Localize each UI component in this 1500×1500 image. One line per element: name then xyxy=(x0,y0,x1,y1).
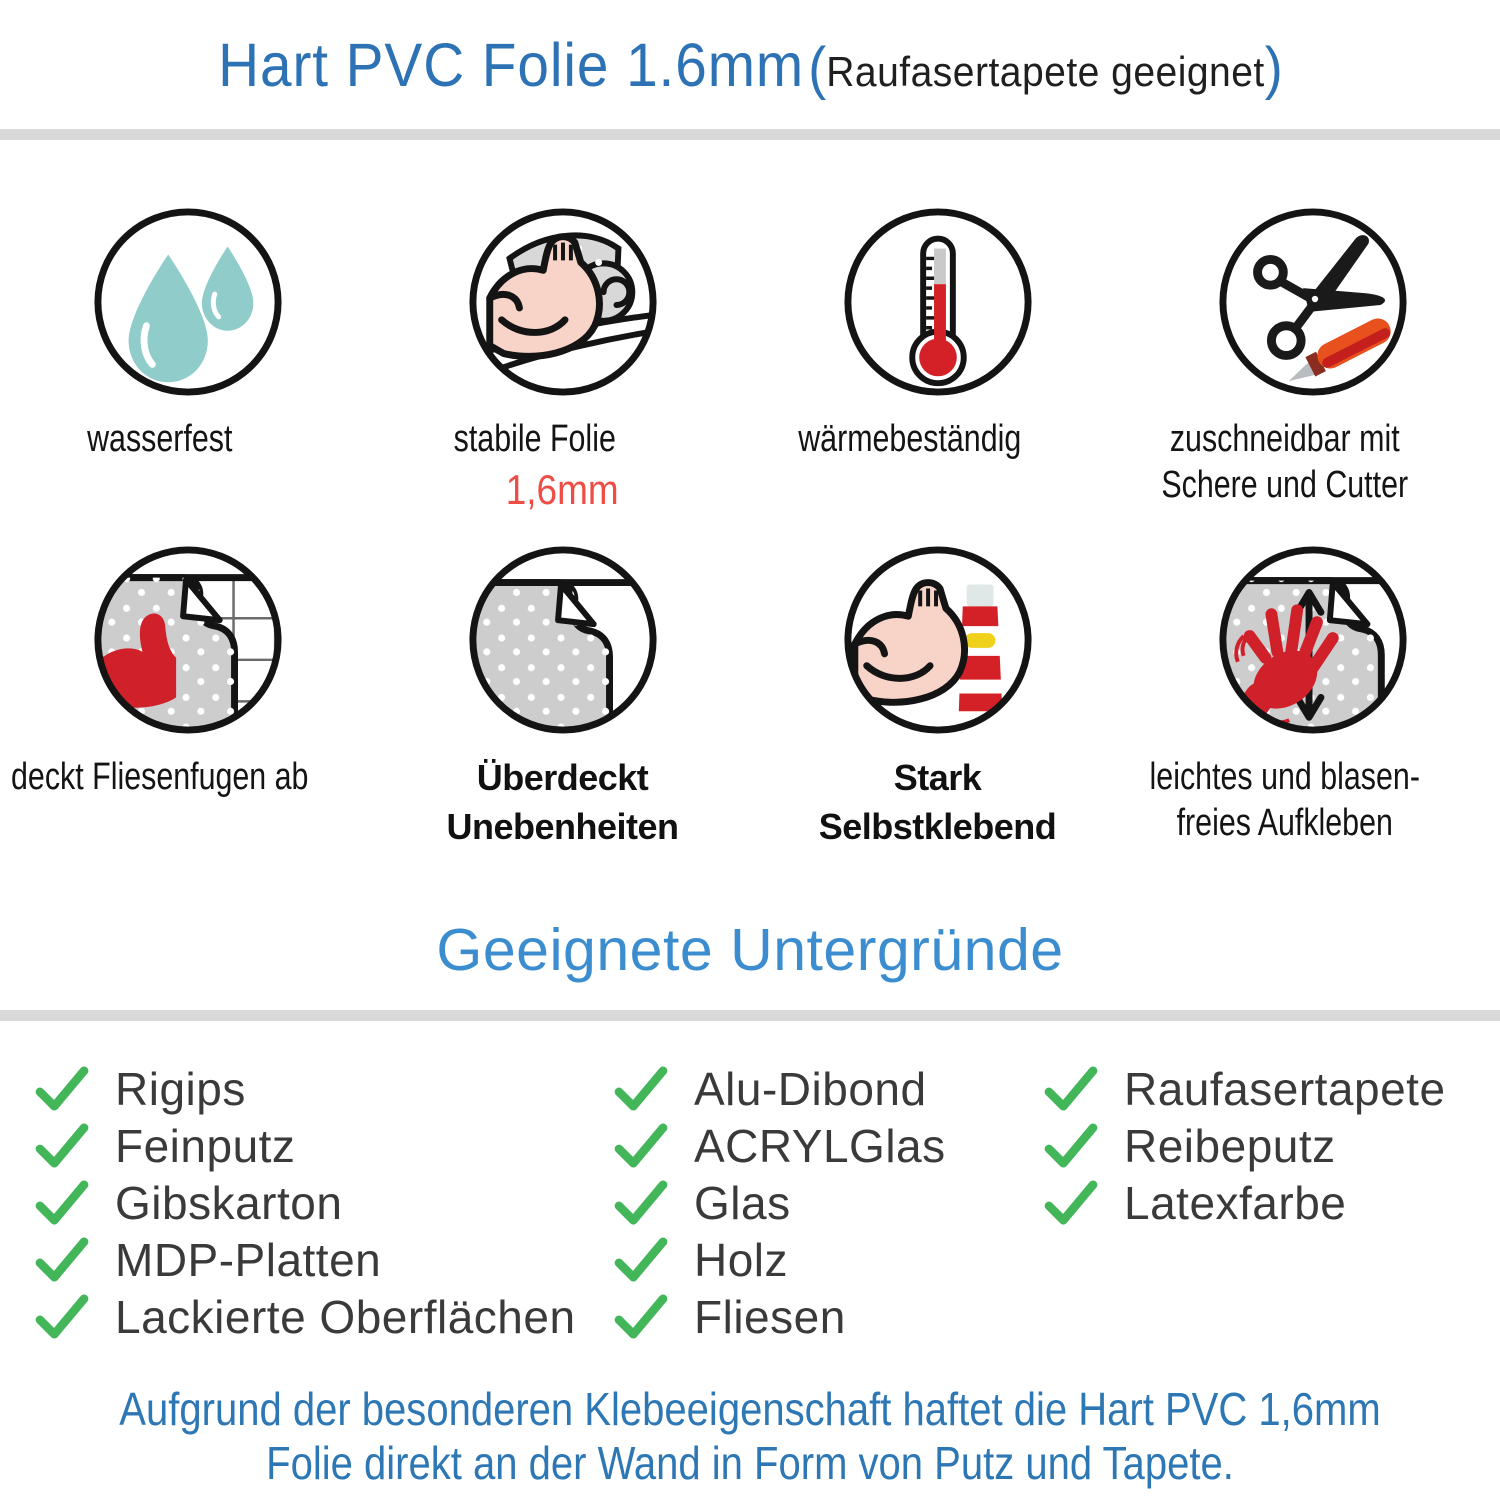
feature-label: Stark Selbstklebend xyxy=(818,757,1057,847)
list-item: Feinputz xyxy=(33,1117,576,1174)
substrates-heading: Geeignete Untergründe xyxy=(436,917,1064,983)
checkmark-icon xyxy=(612,1066,670,1112)
thermometer-icon xyxy=(839,203,1037,401)
list-item: Gibskarton xyxy=(33,1174,576,1231)
thickness-value: 1,6mm xyxy=(506,466,619,514)
footer-note xyxy=(0,1383,1500,1491)
thumb-tiles-icon xyxy=(89,541,287,739)
feature-covers-unevenness xyxy=(375,541,750,851)
list-item: Lackierte Oberflächen xyxy=(33,1288,576,1345)
list-item: Glas xyxy=(612,1174,946,1231)
substrates-column-3 xyxy=(1042,1060,1446,1231)
list-item: MDP-Platten xyxy=(33,1231,576,1288)
divider-substrates xyxy=(0,1010,1500,1021)
checkmark-icon xyxy=(33,1123,91,1169)
feature-covers-tile-joints xyxy=(0,541,375,851)
feature-self-adhesive xyxy=(750,541,1125,851)
list-item: Holz xyxy=(612,1231,946,1288)
substrates-column-2 xyxy=(612,1060,946,1345)
title-paren-open: ( xyxy=(807,36,826,101)
feature-label: Überdeckt Unebenheiten xyxy=(446,757,679,847)
list-item: ACRYLGlas xyxy=(612,1117,946,1174)
feature-label: deckt Fliesenfugen ab xyxy=(10,756,309,798)
footer-line-2: Folie direkt an der Wand in Form von Putz und Tapete. xyxy=(266,1436,1234,1489)
checkmark-icon xyxy=(33,1294,91,1340)
feature-bubble-free xyxy=(1125,541,1500,851)
feature-heat-resistant xyxy=(750,203,1125,514)
title-paren-close: ) xyxy=(1264,36,1283,101)
page-title xyxy=(0,30,1500,102)
divider-top xyxy=(0,129,1500,140)
feature-waterproof xyxy=(0,203,375,514)
foil-cover-icon xyxy=(464,541,662,739)
list-item: Latexfarbe xyxy=(1042,1174,1446,1231)
feature-stable-foil xyxy=(375,203,750,514)
feature-label: zuschneidbar mit Schere und Cutter xyxy=(1161,418,1408,507)
checkmark-icon xyxy=(612,1237,670,1283)
muscle-glue-icon xyxy=(839,541,1037,739)
feature-label: stabile Folie xyxy=(453,418,616,460)
checkmark-icon xyxy=(33,1066,91,1112)
feature-cuttable xyxy=(1125,203,1500,514)
checkmark-icon xyxy=(612,1294,670,1340)
feature-label: wasserfest xyxy=(86,418,233,460)
title-subtitle: Raufasertapete geeignet xyxy=(825,48,1265,95)
checkmark-icon xyxy=(612,1123,670,1169)
feature-label: leichtes und blasen- freies Aufkleben xyxy=(1149,756,1420,845)
checkmark-icon xyxy=(1042,1066,1100,1112)
water-drops-icon xyxy=(89,203,287,401)
checkmark-icon xyxy=(1042,1123,1100,1169)
substrates-column-1 xyxy=(33,1060,576,1345)
list-item: Rigips xyxy=(33,1060,576,1117)
checkmark-icon xyxy=(33,1237,91,1283)
feature-label: wärmebeständig xyxy=(797,418,1021,460)
hand-apply-icon xyxy=(1214,541,1412,739)
checkmark-icon xyxy=(612,1180,670,1226)
list-item: Reibeputz xyxy=(1042,1117,1446,1174)
list-item: Raufasertapete xyxy=(1042,1060,1446,1117)
list-item: Alu-Dibond xyxy=(612,1060,946,1117)
scissors-cutter-icon xyxy=(1214,203,1412,401)
muscle-foil-icon xyxy=(464,203,662,401)
footer-line-1: Aufgrund der besonderen Klebeeigenschaft haftet die Hart PVC 1,6mm xyxy=(119,1383,1381,1435)
title-main: Hart PVC Folie 1.6mm xyxy=(217,31,804,99)
checkmark-icon xyxy=(33,1180,91,1226)
feature-row-1 xyxy=(0,203,1500,514)
checkmark-icon xyxy=(1042,1180,1100,1226)
feature-row-2 xyxy=(0,541,1500,851)
list-item: Fliesen xyxy=(612,1288,946,1345)
